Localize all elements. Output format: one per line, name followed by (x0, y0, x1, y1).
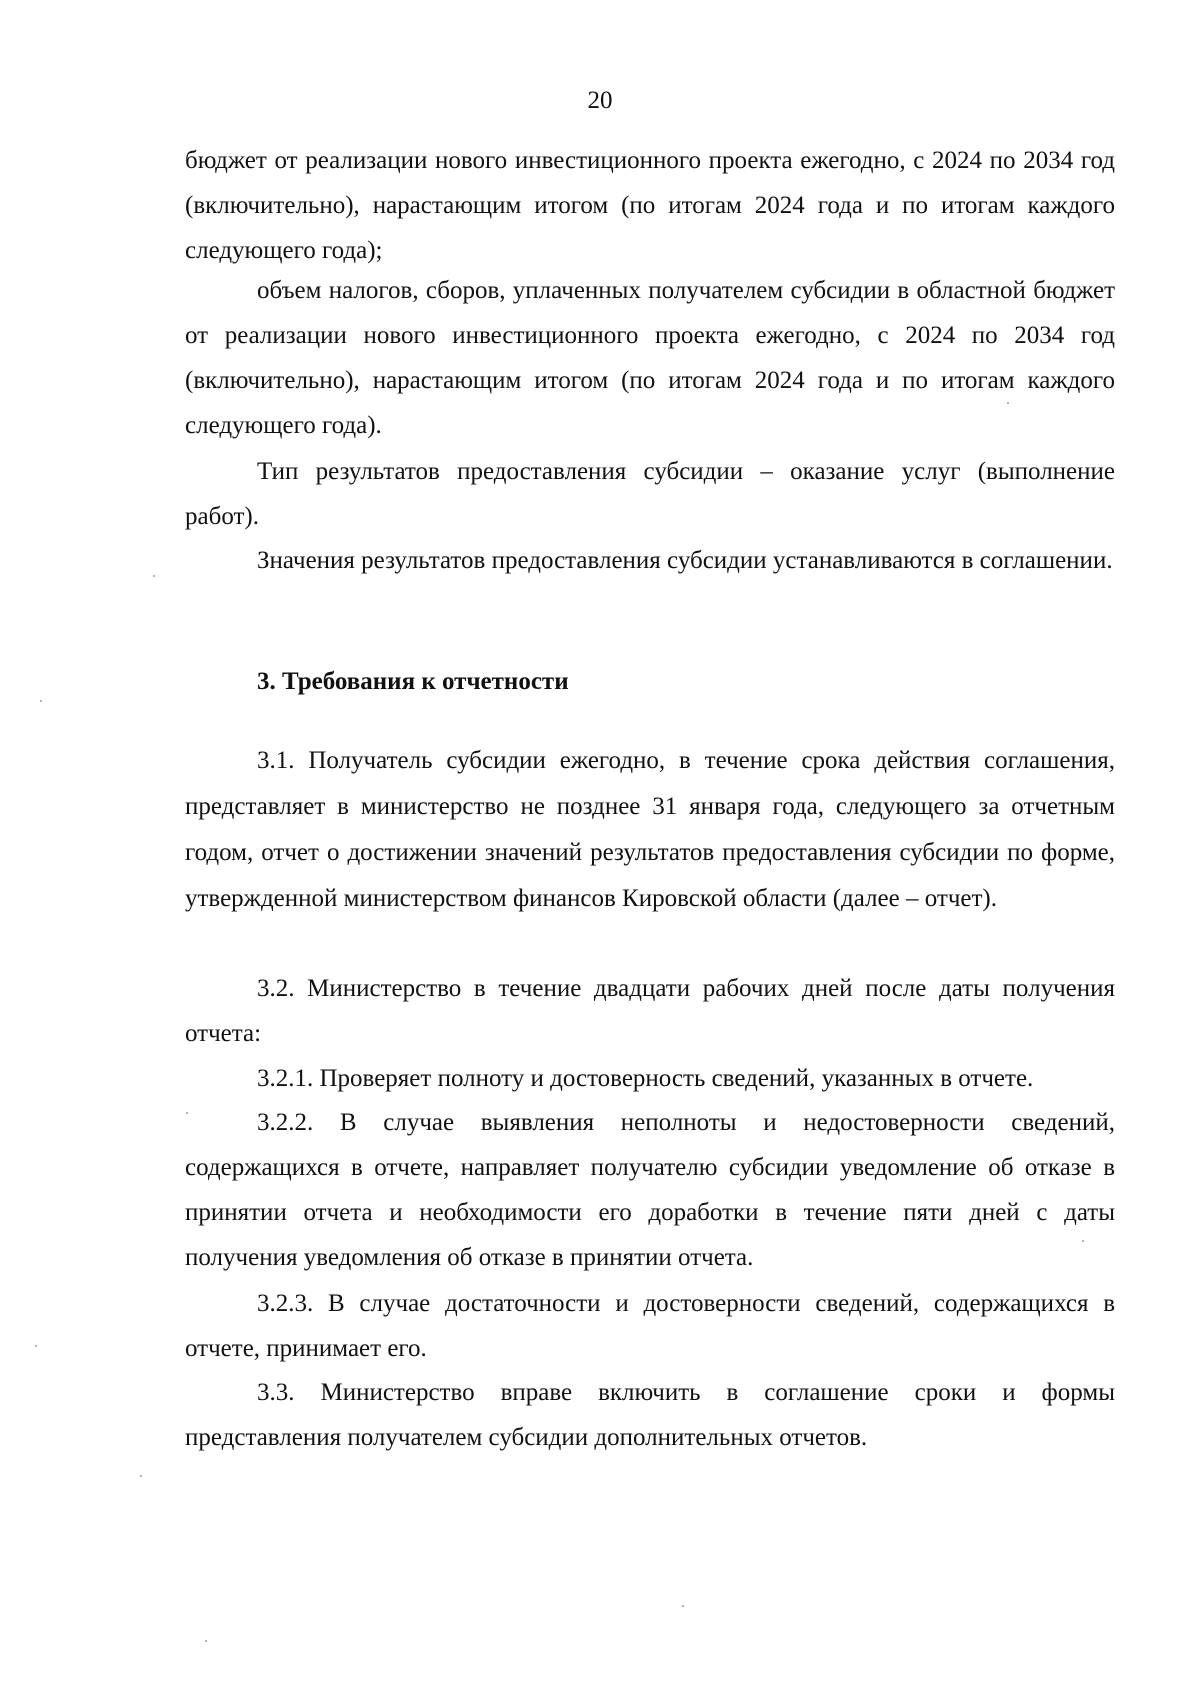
scan-speck (35, 1345, 37, 1347)
paragraph-taxes-volume: объем налогов, сборов, уплаченных получателем субсидии в областной бюджет от реализации нового инвестиционного проекта ежегодно, с 2024 по 2034 год (включительно), нарастающим итогом (по итогам 2024 года и по итогам каждого следующего года). (185, 277, 1115, 439)
paragraph-result-type: Тип результатов предоставления субсидии – оказание услуг (выполнение работ). (185, 458, 1115, 530)
scan-speck (1007, 402, 1009, 404)
paragraph-3-3: 3.3. Министерство вправе включить в соглашение сроки и формы представления получателем субсидии дополнительных отчетов. (185, 1379, 1115, 1451)
paragraph-3-2: 3.2. Министерство в течение двадцати рабочих дней после даты получения отчета: (185, 975, 1115, 1047)
paragraph-result-values: Значения результатов предоставления субсидии устанавливаются в соглашении. (257, 547, 1113, 574)
paragraph-budget-continuation: бюджет от реализации нового инвестиционного проекта ежегодно, с 2024 по 2034 год (включительно), нарастающим итогом (по итогам 2024 года и по итогам каждого следующего года); (185, 147, 1115, 264)
scan-speck (682, 1605, 684, 1607)
paragraph-3-1: 3.1. Получатель субсидии ежегодно, в течение срока действия соглашения, представляет в министерство не позднее 31 января года, следующего за отчетным годом, отчет о достижении значений результатов предоставления субсидии по форме, утвержденной министерством финансов Кировской области (далее – отчет). (185, 747, 1115, 912)
scan-speck (205, 1640, 207, 1642)
page-number: 20 (587, 87, 613, 114)
scan-speck (1082, 1240, 1084, 1242)
paragraph-3-2-3: 3.2.3. В случае достаточности и достоверности сведений, содержащихся в отчете, принимает его. (185, 1290, 1115, 1362)
scan-speck (153, 575, 155, 577)
scan-speck (186, 1112, 188, 1114)
paragraph-3-2-2: 3.2.2. В случае выявления неполноты и недостоверности сведений, содержащихся в отчете, направляет получателю субсидии уведомление об отказе в принятии отчета и необходимости его доработки в течение пяти дней с даты получения уведомления об отказе в принятии отчета. (185, 1109, 1115, 1271)
scan-speck (40, 700, 42, 702)
paragraph-3-2-1: 3.2.1. Проверяет полноту и достоверность сведений, указанных в отчете. (257, 1065, 1034, 1092)
section-heading: 3. Требования к отчетности (257, 668, 569, 695)
scan-speck (140, 1475, 142, 1477)
